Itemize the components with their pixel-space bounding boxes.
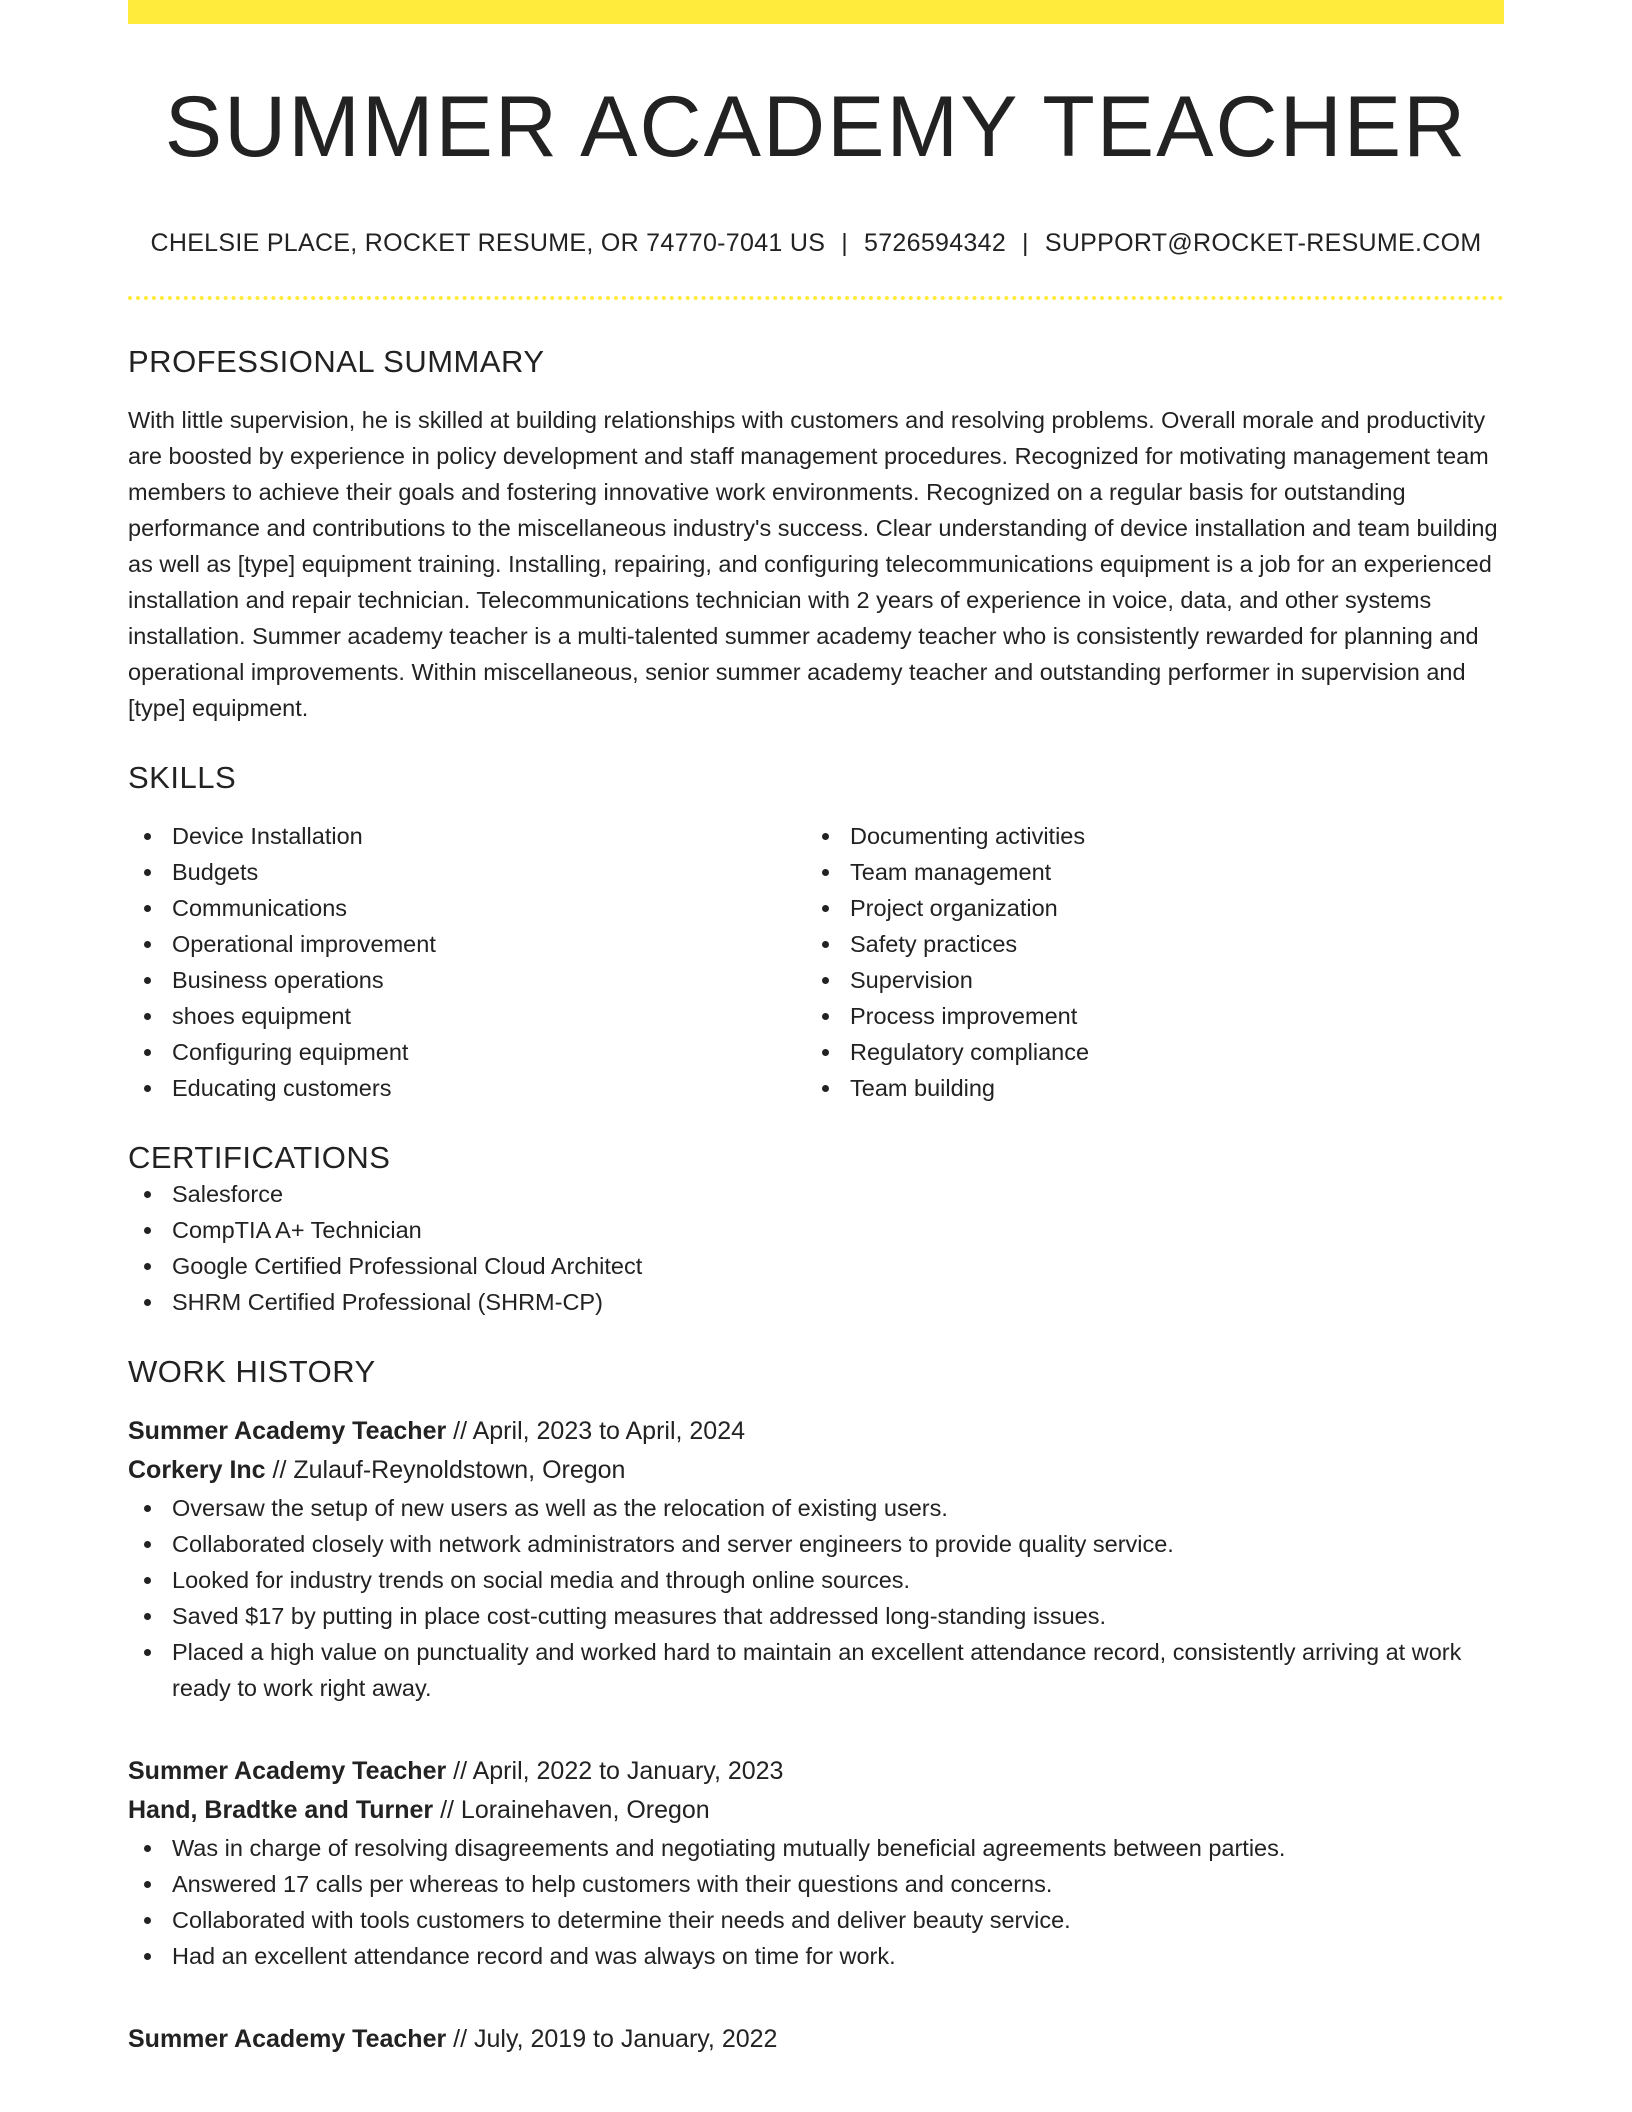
- contact-email[interactable]: SUPPORT@ROCKET-RESUME.COM: [1044, 228, 1482, 257]
- section-title-work-history: WORK HISTORY: [128, 1353, 376, 1389]
- job-bullet: Looked for industry trends on social media and through online sources.: [128, 1562, 1504, 1598]
- job-bullet: Oversaw the setup of new users as well as the relocation of existing users.: [128, 1490, 1504, 1526]
- job-bullet: Had an excellent attendance record and was always on time for work.: [128, 1938, 1504, 1974]
- skill-item: Business operations: [128, 962, 806, 998]
- job-company-line: [128, 1451, 1504, 1490]
- job-dates: // July, 2019 to January, 2022: [446, 2024, 778, 2053]
- contact-separator: |: [841, 228, 848, 257]
- job-title-line: [128, 1412, 1504, 1451]
- section-title-certifications: CERTIFICATIONS: [128, 1139, 391, 1175]
- skills-column-left: [128, 818, 806, 1106]
- accent-bar: [128, 0, 1504, 24]
- resume-name: SUMMER ACADEMY TEACHER: [164, 79, 1468, 175]
- skill-item: Educating customers: [128, 1070, 806, 1106]
- job-role: Summer Academy Teacher: [128, 2024, 447, 2053]
- job-bullet: Collaborated closely with network administrators and server engineers to provide quality service.: [128, 1526, 1504, 1562]
- job-entry: [128, 1412, 1504, 1706]
- skill-item: Process improvement: [806, 998, 1484, 1034]
- job-dates: // April, 2022 to January, 2023: [446, 1756, 784, 1785]
- job-role: Summer Academy Teacher: [128, 1756, 447, 1785]
- contact-line: [128, 229, 1504, 258]
- skills-column-right: [806, 818, 1484, 1106]
- skill-item: Operational improvement: [128, 926, 806, 962]
- job-dates: // April, 2023 to April, 2024: [446, 1416, 746, 1445]
- contact-separator: |: [1022, 228, 1029, 257]
- job-company: Corkery Inc: [128, 1455, 266, 1484]
- job-location: // Lorainehaven, Oregon: [433, 1795, 710, 1824]
- skill-item: Configuring equipment: [128, 1034, 806, 1070]
- job-bullet: Collaborated with tools customers to determine their needs and deliver beauty service.: [128, 1902, 1504, 1938]
- certification-item: CompTIA A+ Technician: [128, 1212, 1504, 1248]
- skill-item: Project organization: [806, 890, 1484, 926]
- job-company-line: [128, 1791, 1504, 1830]
- job-bullets: [128, 1830, 1504, 1974]
- skills-list-right: [806, 818, 1484, 1106]
- skill-item: Team management: [806, 854, 1484, 890]
- skill-item: Communications: [128, 890, 806, 926]
- certification-item: Salesforce: [128, 1176, 1504, 1212]
- section-title-skills: SKILLS: [128, 759, 237, 795]
- skill-item: Supervision: [806, 962, 1484, 998]
- contact-phone[interactable]: 5726594342: [864, 228, 1007, 257]
- section-title-summary: PROFESSIONAL SUMMARY: [128, 343, 545, 379]
- job-role: Summer Academy Teacher: [128, 1416, 447, 1445]
- job-bullet: Was in charge of resolving disagreements and negotiating mutually beneficial agreements between parties.: [128, 1830, 1504, 1866]
- skill-item: Documenting activities: [806, 818, 1484, 854]
- certification-item: SHRM Certified Professional (SHRM-CP): [128, 1284, 1504, 1320]
- job-bullet: Saved $17 by putting in place cost-cutting measures that addressed long-standing issues.: [128, 1598, 1504, 1634]
- skill-item: Safety practices: [806, 926, 1484, 962]
- job-bullet: Answered 17 calls per whereas to help customers with their questions and concerns.: [128, 1866, 1504, 1902]
- certification-item: Google Certified Professional Cloud Architect: [128, 1248, 1504, 1284]
- job-title-line: [128, 2020, 1504, 2059]
- job-location: // Zulauf-Reynoldstown, Oregon: [265, 1455, 626, 1484]
- resume-page: [128, 0, 1504, 2059]
- summary-paragraph: With little supervision, he is skilled at building relationships with customers and resolving problems. Overall morale and productivity are boosted by experience in policy development and staff management procedures. Recognized for motivating management team members to achieve their goals and fostering innovative work environments. Recognized on a regular basis for outstanding performance and contributions to the miscellaneous industry's success. Clear understanding of device installation and team building as well as [type] equipment training. Installing, repairing, and configuring telecommunications equipment is a job for an experienced installation and repair technician. Telecommunications technician with 2 years of experience in voice, data, and other systems installation. Summer academy teacher is a multi-talented summer academy teacher who is consistently rewarded for planning and operational improvements. Within miscellaneous, senior summer academy teacher and outstanding performer in supervision and [type] equipment.: [128, 406, 1498, 721]
- job-entry: [128, 1752, 1504, 1974]
- skill-item: Budgets: [128, 854, 806, 890]
- skill-item: Device Installation: [128, 818, 806, 854]
- job-company: Hand, Bradtke and Turner: [128, 1795, 434, 1824]
- certifications-list: [128, 1176, 1504, 1320]
- skill-item: shoes equipment: [128, 998, 806, 1034]
- dotted-divider: [128, 296, 1504, 300]
- job-title-line: [128, 1752, 1504, 1791]
- skills-grid: [128, 818, 1504, 1106]
- job-bullet: Placed a high value on punctuality and worked hard to maintain an excellent attendance record, consistently arriving at work ready to work right away.: [128, 1634, 1504, 1706]
- job-entry: [128, 2020, 1504, 2059]
- skill-item: Team building: [806, 1070, 1484, 1106]
- contact-address: CHELSIE PLACE, ROCKET RESUME, OR 74770-7041 US: [150, 228, 826, 257]
- job-bullets: [128, 1490, 1504, 1706]
- skill-item: Regulatory compliance: [806, 1034, 1484, 1070]
- skills-list-left: [128, 818, 806, 1106]
